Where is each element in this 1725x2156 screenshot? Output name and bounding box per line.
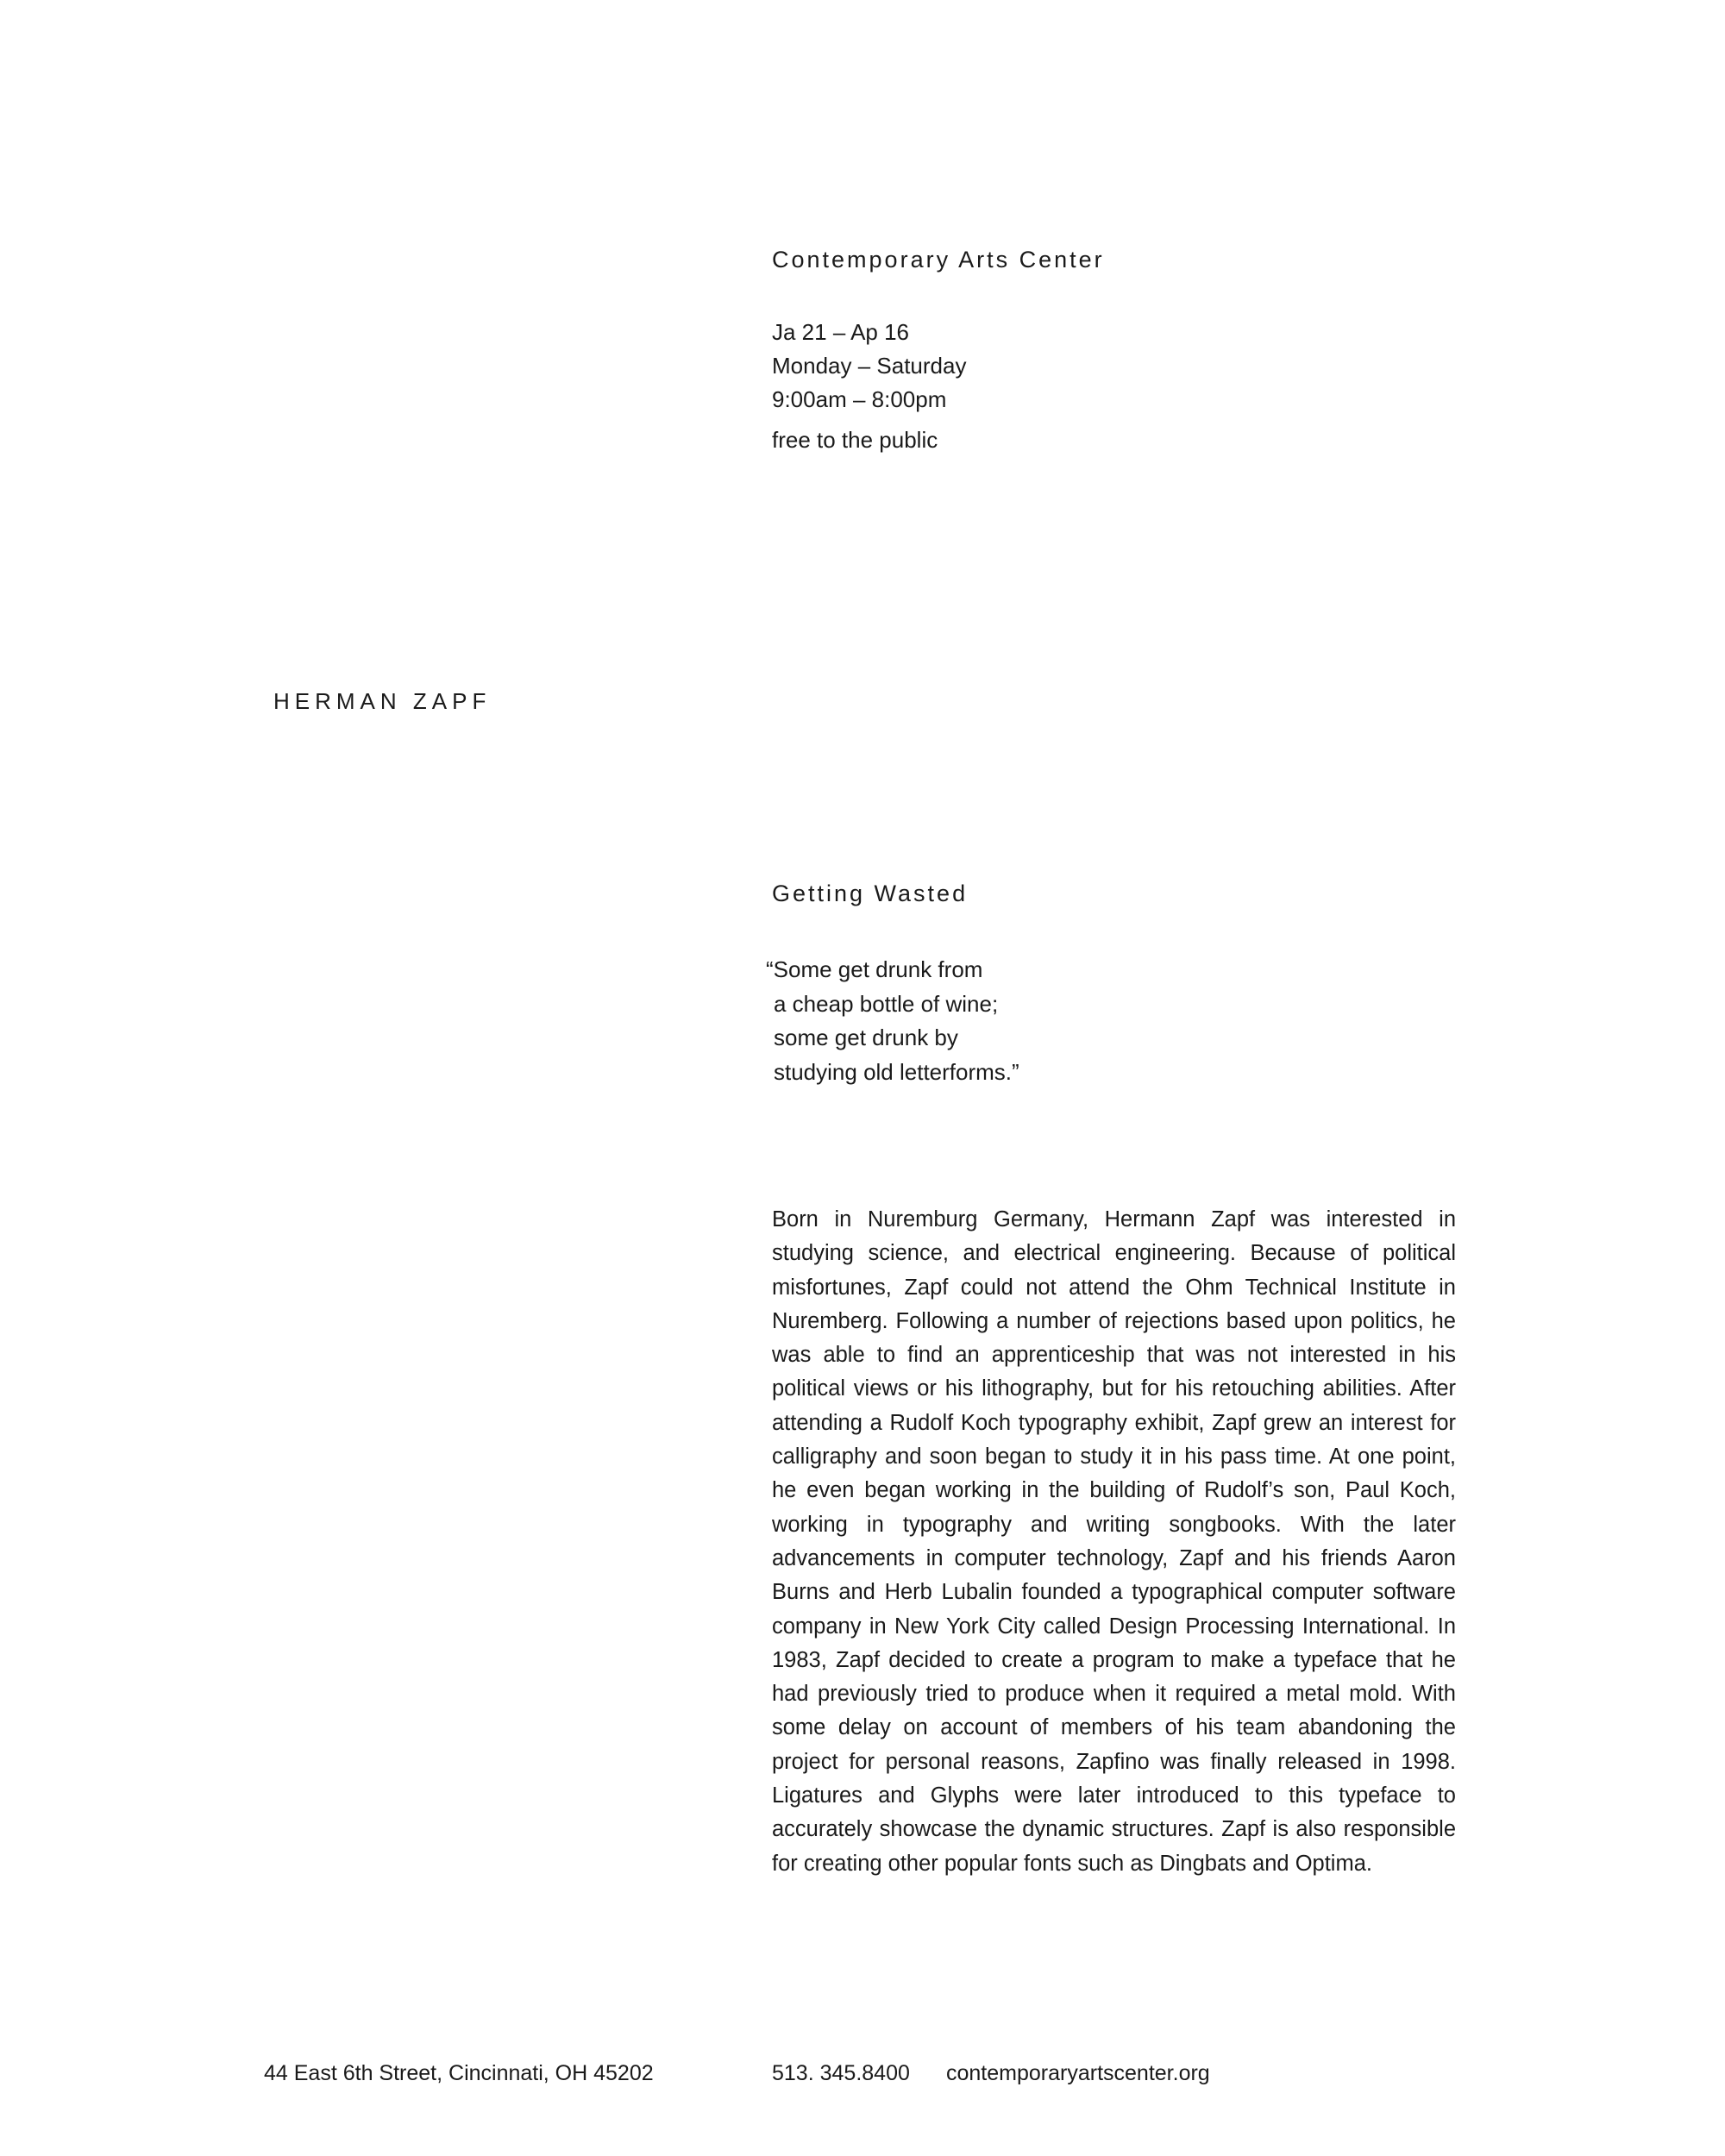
exhibit-hours: 9:00am – 8:00pm — [772, 386, 947, 412]
quote-line: studying old letterforms.” — [774, 1058, 1019, 1085]
biography-paragraph: Born in Nuremburg Germany, Hermann Zapf was interested in studying science, and electrical engineering. Because of political misfortunes, Zapf could not attend the Ohm Technical Institute in Nuremberg. Following a number of rejections based upon politics, he was able to find an apprenticeship that was not interested in his political views or his lithography, but for his retouching abilities. After attending a Rudolf Koch typography exhibit, Zapf grew an interest for calligraphy and soon began to study it in his pass time. At one point, he even began working in the building of Rudolf’s son, Paul Koch, working in typography and writing songbooks. With the later advancements in computer technology, Zapf and his friends Aaron Burns and Herb Lubalin founded a typographical computer software company in New York City called Design Processing International. In 1983, Zapf decided to create a program to make a typeface that he had previously tried to produce when it required a metal mold. With some delay on account of members of his team abandoning the project for personal reasons, Zapfino was finally released in 1998. Ligatures and Glyphs were later introduced to this typeface to accurately showcase the dynamic structures. Zapf is also responsible for creating other popular fonts such as Dingbats and Optima. — [772, 1207, 1456, 1876]
article-title: Getting Wasted — [772, 881, 969, 906]
footer-phone: 513. 345.8400 — [772, 2061, 910, 2085]
exhibit-schedule — [772, 316, 966, 417]
exhibit-days: Monday – Saturday — [772, 353, 967, 379]
exhibit-dates: Ja 21 – Ap 16 — [772, 319, 910, 345]
admission-note: free to the public — [772, 427, 938, 453]
venue-name: Contemporary Arts Center — [772, 247, 1105, 273]
footer-website: contemporaryartscenter.org — [946, 2061, 1210, 2085]
quote-line: some get drunk by — [774, 1025, 958, 1050]
artist-name: HERMAN ZAPF — [273, 688, 492, 714]
quote-line: a cheap bottle of wine; — [774, 990, 999, 1017]
footer-address: 44 East 6th Street, Cincinnati, OH 45202 — [264, 2061, 654, 2085]
pull-quote — [766, 953, 1019, 1089]
quote-line: “Some get drunk from — [766, 956, 983, 982]
